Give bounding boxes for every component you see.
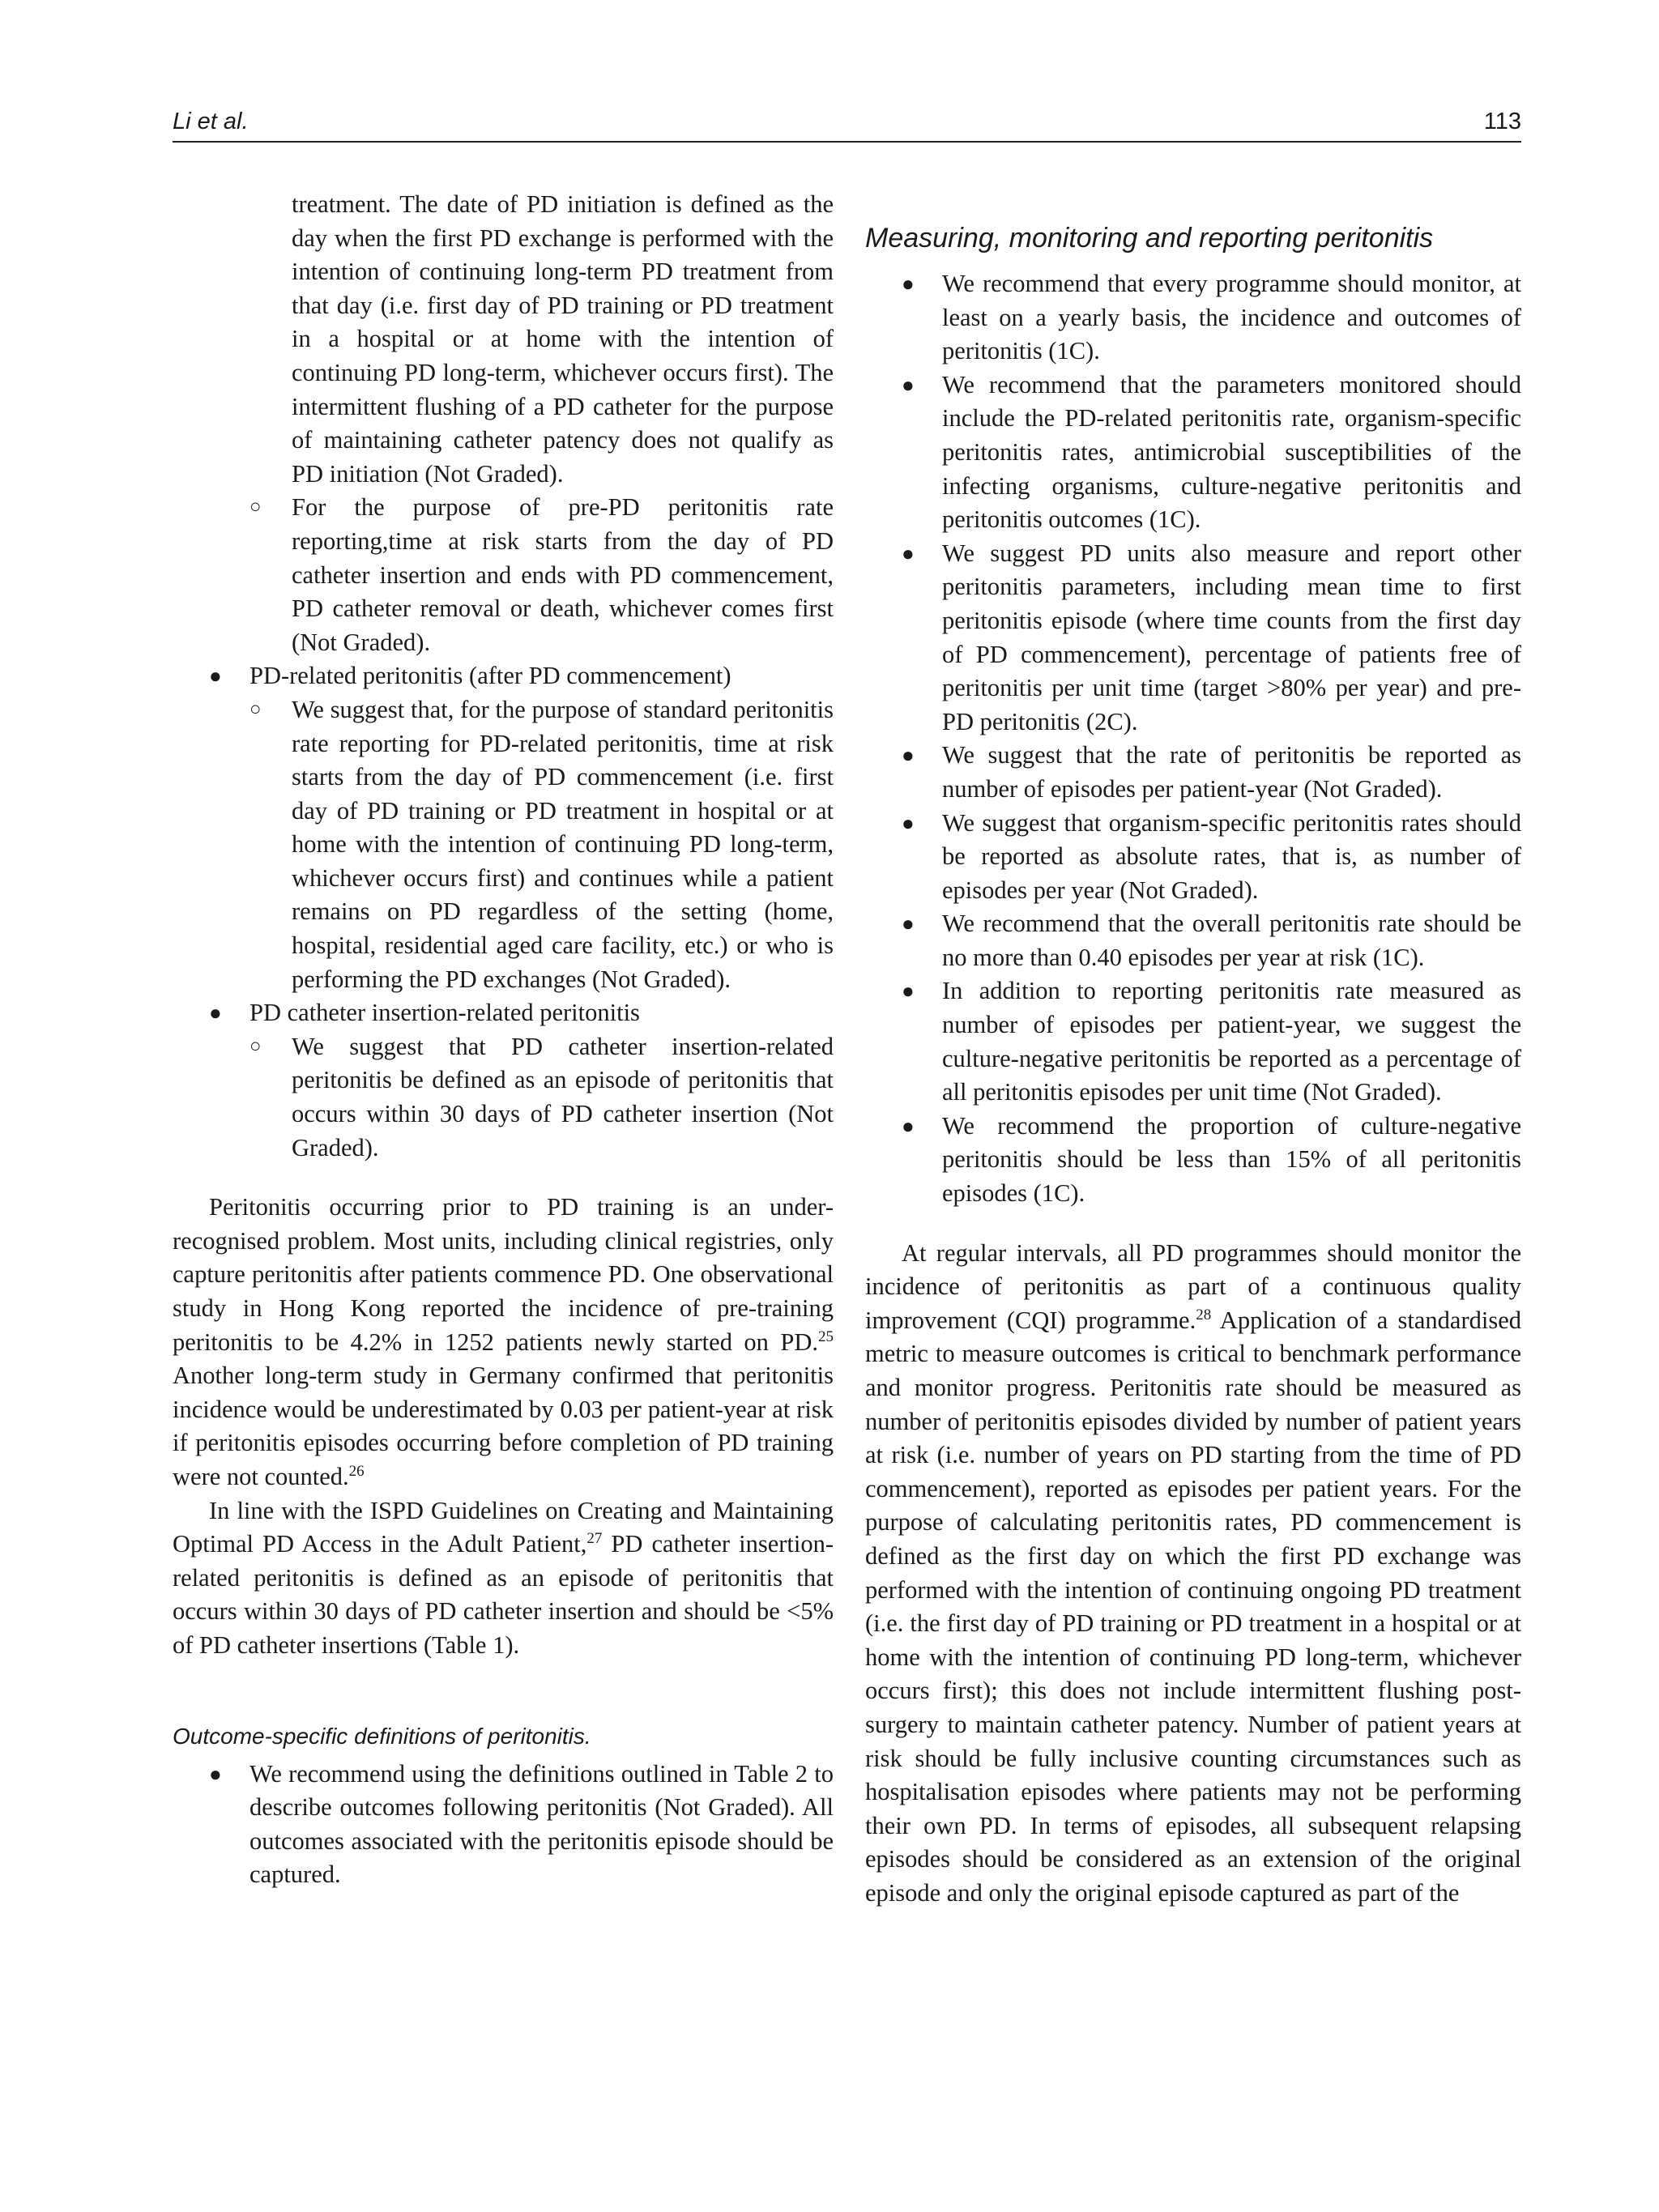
list-item: ● We suggest that the rate of peritonitis be reported as number of episodes per patient-year (Not Graded). xyxy=(865,739,1521,806)
bullet-icon: ● xyxy=(902,912,915,936)
list-item: ● We recommend that the overall peritonitis rate should be no more than 0.40 episodes per year at risk (1C). xyxy=(865,907,1521,974)
bullet-icon: ● xyxy=(209,1762,222,1786)
left-column xyxy=(173,188,834,1892)
hollow-bullet-icon: ○ xyxy=(249,1035,262,1057)
bullet-outcome: ● We recommend using the definitions outlined in Table 2 to describe outcomes following peritonitis (Not Graded). All outcomes associated with the peritonitis episode should be captured. xyxy=(173,1758,834,1892)
hollow-bullet-icon: ○ xyxy=(249,698,262,720)
running-title: Li et al. xyxy=(173,109,249,134)
bullet-catheter: ● PD catheter insertion-related peritonitis xyxy=(173,996,834,1030)
sub-bullet-pre-pd: ○ For the purpose of pre-PD peritonitis rate reporting,time at risk starts from the day of PD catheter insertion and ends with PD commencement, PD catheter removal or death, whichever comes first (Not Graded). xyxy=(173,491,834,659)
bullet-icon: ● xyxy=(902,979,915,1004)
outcome-definitions-heading: Outcome-specific definitions of peritonitis. xyxy=(173,1723,591,1749)
citation-28[interactable]: 28 xyxy=(1196,1306,1212,1323)
bullet-icon: ● xyxy=(902,272,915,296)
bullet-icon: ● xyxy=(902,541,915,565)
bullet-icon: ● xyxy=(902,811,915,835)
running-header xyxy=(173,105,1521,143)
list-item: ● We recommend the proportion of culture-negative peritonitis should be less than 15% of all peritonitis episodes (1C). xyxy=(865,1110,1521,1211)
right-column xyxy=(865,188,1521,1911)
page-number: 113 xyxy=(1483,109,1521,134)
bullet-pd-related: ● PD-related peritonitis (after PD commencement) xyxy=(173,659,834,693)
bullet-icon: ● xyxy=(902,744,915,768)
list-item: ● We recommend that the parameters monitored should include the PD-related peritonitis rate, organism-specific peritonitis rates, antimicrobial susceptibilities of the infecting organisms, culture-negative peritonitis and peritonitis outcomes (1C). xyxy=(865,369,1521,537)
sub-bullet-pd-related: ○ We suggest that, for the purpose of standard peritonitis rate reporting for PD-related peritonitis, time at risk starts from the day of PD commencement (i.e. first day of PD training or PD treatment in hospital or at home with the intention of continuing PD long-term, whichever occurs first) and continues while a patient remains on PD regardless of the setting (home, hospital, residential aged care facility, etc.) or who is performing the PD exchanges (Not Graded). xyxy=(173,693,834,996)
citation-25[interactable]: 25 xyxy=(818,1328,834,1345)
section-heading-measuring: Measuring, monitoring and reporting peritonitis xyxy=(865,223,1434,254)
list-item: ● We recommend that every programme should monitor, at least on a yearly basis, the incidence and outcomes of peritonitis (1C). xyxy=(865,267,1521,369)
citation-26[interactable]: 26 xyxy=(348,1462,365,1480)
paragraph-ispd-guidelines: In line with the ISPD Guidelines on Creating and Maintaining Optimal PD Access in the Adult Patient,$^{27}$ PD catheter insertion-related peritonitis is defined as an episode of peritonitis that occurs within 30 days of PD catheter insertion and should be <5% of PD catheter insertions (Table 1). xyxy=(173,1496,834,1659)
list-item: ● We suggest PD units also measure and report other peritonitis parameters, including mean time to first peritonitis episode (where time counts from the first day of PD commencement), percentage of patients free of peritonitis per unit time (target >80% per year) and pre-PD peritonitis (2C). xyxy=(865,537,1521,739)
sub-bullet-catheter: ○ We suggest that PD catheter insertion-related peritonitis be defined as an episode of peritonitis that occurs within 30 days of PD catheter insertion (Not Graded). xyxy=(173,1030,834,1165)
bullet-icon: ● xyxy=(209,664,222,688)
continued-paragraph: treatment. The date of PD initiation is defined as the day when the first PD exchange is performed with the intention of continuing long-term PD treatment from that day (i.e. first day of PD training or PD treatment in a hospital or at home with the intention of continuing PD long-term, whichever occurs first). The intermittent flushing of a PD catheter for the purpose of maintaining catheter patency does not qualify as PD initiation (Not Graded). xyxy=(292,190,834,488)
list-item: ● In addition to reporting peritonitis rate measured as number of episodes per patient-year, we suggest the culture-negative peritonitis be reported as a percentage of all peritonitis episodes per unit time (Not Graded). xyxy=(865,974,1521,1109)
bullet-icon: ● xyxy=(209,1001,222,1025)
citation-27[interactable]: 27 xyxy=(586,1530,603,1547)
hollow-bullet-icon: ○ xyxy=(249,497,262,518)
paragraph-pre-training: Peritonitis occurring prior to PD training is an under-recognised problem. Most units, including clinical registries, only capture peritonitis after patients commence PD. One observational study in Hong Kong reported the incidence of pre-training peritonitis to be 4.2% in 1252 patients newly started on PD.$^{25}$ Another long-term study in Germany confirmed that peritonitis incidence would be underestimated by 0.03 per patient-year at risk if peritonitis episodes occurring before completion of PD training were not counted.$^{26}$ xyxy=(173,1193,834,1490)
paragraph-regular-intervals: At regular intervals, all PD programmes should monitor the incidence of peritonitis as part of a continuous quality improvement (CQI) programme.$^{28}$ Application of a standardised metric to measure outcomes is critical to benchmark performance and monitor progress. Peritonitis rate should be measured as number of peritonitis episodes divided by number of patient years at risk (i.e. number of years on PD starting from the time of PD commencement), reported as episodes per patient years. For the purpose of calculating peritonitis rates, PD commencement is defined as the first day on which the first PD exchange was performed with the intention of continuing ongoing PD treatment (i.e. the first day of PD training or PD treatment in a hospital or at home with the intention of continuing PD long-term, whichever occurs first); this does not include intermittent flushing post-surgery to maintain catheter patency. Number of patient years at risk should be fully inclusive counting circumstances such as hospitalisation episodes where patients may not be performing their own PD. In terms of episodes, all subsequent relapsing episodes should be considered as an extension of the original episode and only the original episode captured as part of the xyxy=(865,1238,1521,1907)
bullet-icon: ● xyxy=(902,1114,915,1138)
list-item: ● We suggest that organism-specific peritonitis rates should be reported as absolute rates, that is, as number of episodes per year (Not Graded). xyxy=(865,807,1521,908)
bullet-icon: ● xyxy=(902,373,915,397)
